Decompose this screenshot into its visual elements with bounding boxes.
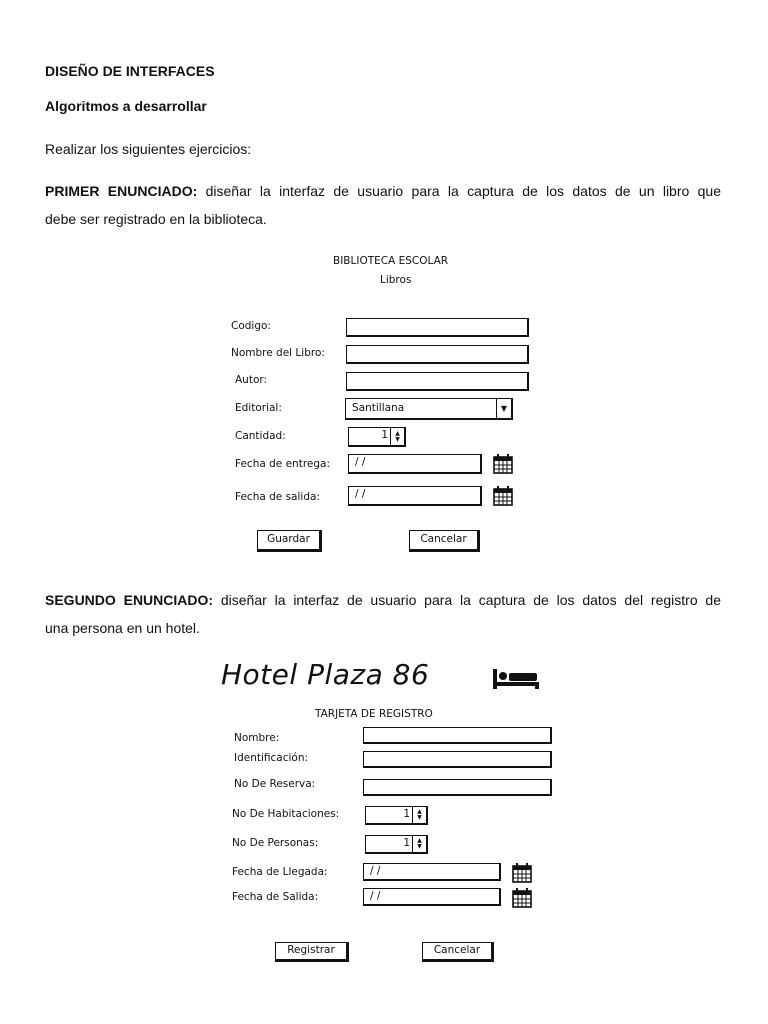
fecha-salida-input[interactable]: / / <box>348 486 482 506</box>
guardar-button[interactable]: Guardar <box>257 530 322 552</box>
personas-stepper[interactable] <box>365 835 428 854</box>
first-statement-label: PRIMER ENUNCIADO: <box>45 183 198 199</box>
editorial-select-value: Santillana <box>352 402 405 414</box>
hotel-nombre-input[interactable] <box>363 727 552 744</box>
cantidad-stepper[interactable] <box>348 427 406 447</box>
autor-label: Autor: <box>235 374 268 386</box>
bed-icon <box>492 668 540 690</box>
cantidad-label: Cantidad: <box>235 430 286 442</box>
habitaciones-stepper[interactable] <box>365 806 428 825</box>
llegada-input[interactable]: / / <box>363 863 501 881</box>
habitaciones-value: 1 <box>403 808 410 820</box>
second-statement-label: SEGUNDO ENUNCIADO: <box>45 592 214 608</box>
calendar-icon[interactable] <box>511 887 533 909</box>
editorial-label: Editorial: <box>235 402 282 414</box>
stepper-arrows-icon[interactable]: ▲ ▼ <box>412 807 426 823</box>
hotel-name: Hotel Plaza 86 <box>221 658 430 691</box>
fecha-entrega-input[interactable]: / / <box>348 454 482 474</box>
llegada-label: Fecha de Llegada: <box>232 866 328 878</box>
cancelar-button[interactable]: Cancelar <box>409 530 480 552</box>
autor-input[interactable] <box>346 372 529 391</box>
intro-text: Realizar los siguientes ejercicios: <box>45 141 252 157</box>
document-title: DISEÑO DE INTERFACES <box>45 63 215 79</box>
stepper-arrows-icon[interactable]: ▲ ▼ <box>390 428 404 445</box>
personas-label: No De Personas: <box>232 837 319 849</box>
hotel-salida-input[interactable]: / / <box>363 888 501 906</box>
second-statement <box>45 586 721 642</box>
hotel-cancelar-button[interactable]: Cancelar <box>422 942 494 962</box>
fecha-salida-label: Fecha de salida: <box>235 491 320 503</box>
calendar-icon[interactable] <box>492 453 514 475</box>
first-statement <box>45 177 721 233</box>
habitaciones-label: No De Habitaciones: <box>232 808 340 820</box>
codigo-input[interactable] <box>346 318 529 337</box>
editorial-select[interactable] <box>345 398 513 420</box>
library-form-title: BIBLIOTECA ESCOLAR <box>333 255 449 267</box>
library-form-subtitle: Libros <box>380 274 412 286</box>
nombre-libro-label: Nombre del Libro: <box>231 347 325 359</box>
personas-value: 1 <box>403 837 410 849</box>
document-subtitle: Algoritmos a desarrollar <box>45 98 207 114</box>
identificacion-label: Identificación: <box>234 752 309 764</box>
nombre-libro-input[interactable] <box>346 345 529 364</box>
tarjeta-title: TARJETA DE REGISTRO <box>315 708 433 720</box>
registrar-button[interactable]: Registrar <box>275 942 349 962</box>
hotel-salida-label: Fecha de Salida: <box>232 891 319 903</box>
chevron-down-icon[interactable]: ▼ <box>496 399 511 418</box>
second-statement-line1: diseñar la interfaz de usuario para la captura de los datos del registro de <box>213 592 721 608</box>
second-statement-line2: una persona en un hotel. <box>45 620 200 636</box>
first-statement-line2: debe ser registrado en la biblioteca. <box>45 211 267 227</box>
cantidad-value: 1 <box>381 429 388 441</box>
fecha-entrega-label: Fecha de entrega: <box>235 458 331 470</box>
calendar-icon[interactable] <box>511 862 533 884</box>
first-statement-line1: diseñar la interfaz de usuario para la captura de los datos de un libro que <box>197 183 721 199</box>
codigo-label: Codigo: <box>231 320 271 332</box>
reserva-input[interactable] <box>363 779 552 796</box>
reserva-label: No De Reserva: <box>234 778 316 790</box>
identificacion-input[interactable] <box>363 751 552 768</box>
hotel-nombre-label: Nombre: <box>234 732 280 744</box>
stepper-arrows-icon[interactable]: ▲ ▼ <box>412 836 426 852</box>
calendar-icon[interactable] <box>492 485 514 507</box>
